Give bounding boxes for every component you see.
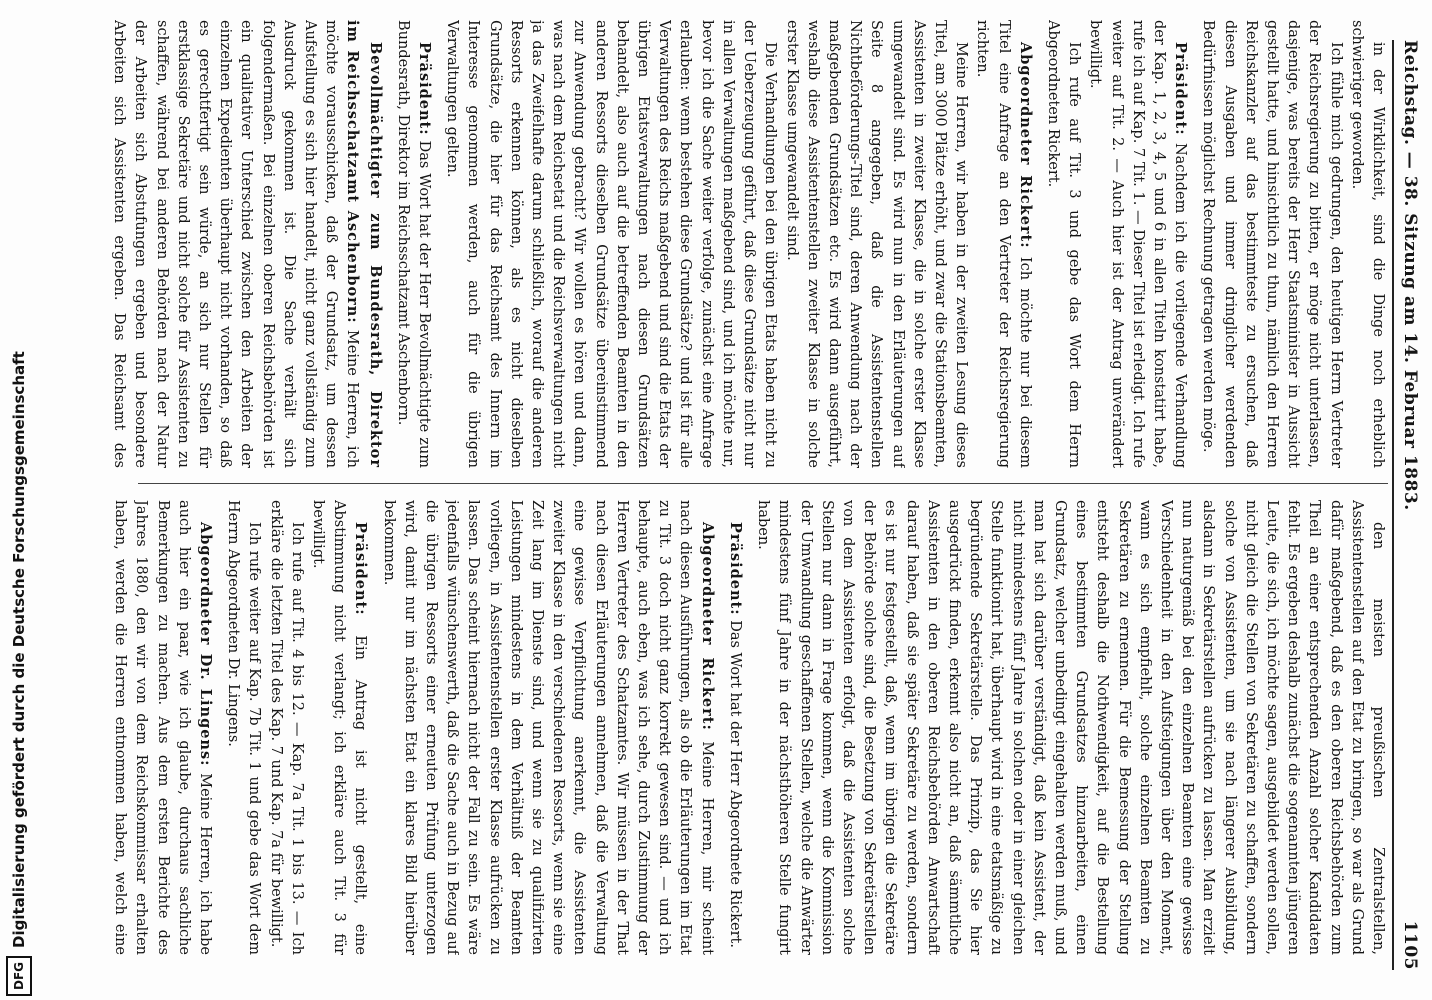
- speaker-name: Abgeordneter Rickert:: [1016, 42, 1034, 249]
- paragraph: [108, 500, 216, 955]
- paragraph: [441, 20, 780, 468]
- speaker-name: Präsident:: [416, 42, 434, 136]
- paragraph-text: in der Wirklichkeit, sind die Dinge noch erheblich schwieriger geworden.: [1348, 20, 1386, 468]
- paragraph: [1084, 20, 1191, 468]
- column-divider: [138, 483, 1388, 484]
- paragraph: [108, 20, 386, 468]
- paragraph-text: Meine Herren, ich möchte vorausschicken, daß der Grundsatz, um dessen Aufstellung es sich hier handelt, nicht ganz vollständig zum Ausdruck gekommen ist. Die Sache verhält sich folgendermaßen. Bei einzelnen oberen Reichsbehörden ist ein qualitativer Unterschied zwischen den Arbeiten der einzelnen Expedienten überhaupt nicht vorhanden, so daß es gerechtfertigt sein würde, an sich nur Stellen für erstklassige Sekretäre und nicht solche für Assistenten zu schaffen, während bei anderen Behörden nach der Natur der Arbeiten sich Abstufungen ergeben und besondere Arbeiten sich Assistenten ergeben. Das Reichsamt des: [111, 20, 361, 468]
- dfg-logo: DFG: [6, 956, 32, 996]
- digitization-strip: [0, 0, 40, 1000]
- paragraph: [222, 500, 264, 955]
- header-rule: [1392, 40, 1394, 970]
- paragraph: [307, 500, 372, 955]
- paragraph-text: Meine Herren, wir haben in der zweiten Lesung dieses Titel, am 3000 Plätze erhöht, und zwar die Stationsbeamten, Assistenten in zweiter Klasse, die in solche erster Klasse umgewandelt sind. Es wird nun in den Erläuterungen auf Seite 8 angegeben, daß die Assistentenstellen Nichtbeförderungs-Titel sind, deren Anwendung nach der maßgebenden Grundsätzen etc. Es wird dann ausgeführt, weshalb diese Assistentenstellen zweiter Klasse in solche erster Klasse umgewandelt sind.: [783, 20, 970, 468]
- speaker-name: Abgeordneter Rickert:: [698, 522, 716, 731]
- paragraph: [971, 20, 1036, 468]
- paragraph: [1042, 20, 1084, 468]
- paragraph-text: Meine Herren, mir scheint nach diesen Ausführungen, als ob die Erläuterungen im Etat zu Tit. 3 doch nicht ganz korrekt gewesen sind. — und ich behaupte, auch eben, was ich sehe, durch Zustimmung der Herren Vertreter des Schatzamtes. Wir müssen in der That nach diesen Erläuterungen annehmen, daß die Verwaltung eine gewisse Verpflichtung anerkennt, die Assistenten zweiter Klasse in den verschiedenen Ressorts, wenn sie eine Zeit lang im Dienste sind, und wenn sie zu qualifizirten Leistungen mindestens in dem Verhältniß der Beamten vorliegen, in Assistentenstellen erster Klasse aufrücken zu lassen. Das scheint hiernach nicht der Fall zu sein. Es wäre jedenfalls wünschenswerth, daß die Sache auch in Bezug auf die übrigen Ressorts einer erneuten Prüfung unterzogen wird, damit nur im nächsten Etat ein klares Bild hierüber bekommen.: [380, 500, 715, 955]
- page-number: 1105: [1400, 920, 1420, 970]
- digitization-credit: [2, 6, 36, 996]
- paragraph: [752, 500, 1388, 955]
- paragraph-text: Meine Herren, ich habe auch hier ein paar, wie ich glaube, durchaus sachliche Bemerkungen zu machen. Aus dem ersten Berichte des Jahres 1880, den wir von dem Reichskommissar erhalten haben, werden die Herren entnommen haben, welch eine: [112, 500, 214, 955]
- paragraph-text: Ich rufe weiter auf Kap. 7b Tit. 1 und gebe das Wort dem Herrn Abgeordneten Dr. Lingens.: [225, 500, 263, 955]
- right-column: [108, 500, 1388, 955]
- speaker-name: Bevollmächtigter zum Bundesrath, Direktor im Reichsschatzamt Aschenborn:: [344, 20, 384, 468]
- paragraph: [724, 500, 746, 955]
- paragraph-text: Ich rufe auf Tit. 3 und gebe das Wort dem Herrn Abgeordneten Rickert.: [1044, 20, 1083, 468]
- paragraph-text: Die Verhandlungen bei den übrigen Etats haben nicht zu der Ueberzeugung geführt, daß diese Grundsätze nicht nur in allen Verwaltungen maßgebend sind, und ich möchte nur, bevor ich die Sache weiter verfolge, zunächst eine Anfrage erlauben: wenn bestehen diese Grundsätze? und ist für alle Verwaltungen des Reichs maßgebend und sind die Etats der übrigen Etatsverwaltungen nach diesen Grundsätzen behandelt, also auch auf die betreffenden Beamten in den anderen Ressorts dieselben Grundsätze übereinstimmend zur Anwendung gebracht? Wir wollen es hören und dann, was nach dem Reichsetat und die Reichsverwaltungen nicht ja das Zweifelhafte darum schließlich, worauf die anderen Ressorts erkennen können, als es nicht dieselben Grundsätze, die hier für das Reichsamt des Innern im Interesse genommen werden, auch für die übrigen Verwaltungen gelten.: [444, 20, 779, 468]
- running-header: Reichstag. — 38. Sitzung am 14. Februar 1883.: [1400, 40, 1420, 511]
- paragraph-text: Das Wort hat der Herr Abgeordnete Rickert.: [726, 620, 743, 948]
- speaker-name: Präsident:: [1172, 42, 1190, 136]
- paragraph-text: Ich fühle mich gedrungen, den heutigen Herrn Vertreter der Reichsregierung zu bitten, er möge nicht unterlassen, dasjenige, was bereits der Herr Staatsminister in Aussicht gestellt hatte, und hinsichtlich zu thun, nämlich den Herren Reichskanzler auf das bestimmteste zu ersuchen, daß diesen Ausgaben und immer dringlicher werdenden Bedürfnissen möglichst Rechnung getragen werden möge.: [1200, 20, 1344, 468]
- paragraph: [392, 20, 435, 468]
- speaker-name: Präsident:: [352, 522, 370, 616]
- paragraph: [780, 20, 971, 468]
- paragraph: [264, 500, 306, 955]
- digitization-text: Digitalisierung gefördert durch die Deutsche Forschungsgemeinschaft: [10, 351, 28, 948]
- paragraph-text: Nachdem ich die vorliegende Verhandlung der Kap. 1, 2, 3, 4, 5 und 6 in allen Titeln konstatirt habe, rufe ich auf Kap. 7 Tit. 1. — Dieser Titel ist erledigt. Ich rufe weiter auf Tit. 2. — Auch hier ist der Antrag unverändert bewilligt.: [1087, 20, 1189, 468]
- speaker-name: Präsident:: [726, 522, 744, 616]
- paragraph: [1346, 20, 1388, 468]
- paragraph-text: Das Wort hat der Herr Bevollmächtigte zum Bundesrath, Direktor im Reichsschatzamt Aschenborn.: [394, 20, 433, 468]
- speaker-name: Abgeordneter Dr. Lingens:: [197, 522, 215, 767]
- left-column: [108, 20, 1388, 468]
- paragraph-text: Ich rufe auf Tit. 4 bis 12. — Kap. 7a Tit. 1 bis 13. — Ich erkläre die letzten Titel des Kap. 7 und Kap. 7a für bewilligt.: [267, 500, 305, 955]
- header-center: [1394, 385, 1420, 805]
- paragraph: [1197, 20, 1345, 468]
- paragraph-text: Ein Antrag ist nicht gestellt, eine Abstimmung nicht verlangt; ich erkläre auch Tit. 3 für bewilligt.: [310, 500, 369, 955]
- paragraph-text: den meisten preußischen Zentralstellen, Assistentenstellen auf den Etat zu bringen, so war als Grund dafür maßgebend, daß es den oberen Reichsbehörden zum Theil an einer entsprechenden Anzahl solcher Kandidaten fehlt. Es ergeben deshalb zunächst die sogenannten jüngeren Leute, die sich, ich möchte sagen, ausgebildet werden sollen, nicht gleich die Stellen von Sekretären zu schaffen, sondern solche von Assistenten, um sie nach längerer Ausbildung, alsdann in Sekretärstellen aufrücken zu lassen. Man erzielt nun naturgemäß bei den einzelnen Beamten eine gewisse Verschiedenheit in den Aufsteigungen über den Moment, wann es sich empfiehlt, solche einzelnen Beamten zu Sekretären zu ernennen. Für die Bemessung der Stellung entsteht deshalb die Nothwendigkeit, auf die Bestellung eines bestimmten Grundsatzes hinzuarbeiten, einen Grundsatz, welcher unbedingt eingehalten werden muß, und man hat sich darüber verständigt, daß kein Assistent, der nicht mindestens fünf Jahre in solchen oder in einer gleichen Stelle funktionirt hat, überhaupt wird in eine etatsmäßige zu begründende Sekretärstelle. Das Prinzip, das Sie hier ausgedrückt finden, erkennt also nicht an, daß sämmtliche Assistenten in den oberen Reichsbehörden Anwartschaft darauf haben, daß sie später Sekretäre zu werden, sondern es ist nur festgestellt, daß, wenn im übrigen die Sekretäre der Behörde solche sind, die Besetzung von Sekretärstellen von dem Assistenten erfolgt, daß die Assistenten solche Stellen nur dann in Frage kommen, wenn die Kommission der Umwandlung geschaffenen Stellen, welche die Anwärter mindestens fünf Jahre in der nächsthöheren Stelle fungirt haben.: [755, 500, 1386, 955]
- paragraph-text: Ich möchte nur bei diesem Titel eine Anfrage an den Vertreter der Reichsregierung richten.: [974, 20, 1033, 468]
- paragraph: [377, 500, 717, 955]
